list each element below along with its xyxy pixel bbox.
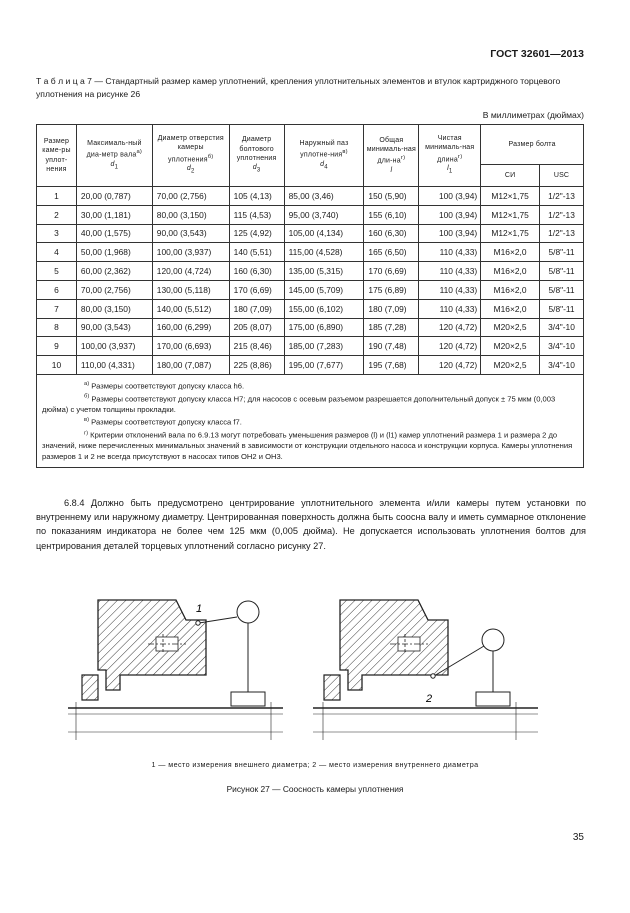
table-cell: 125 (4,92)	[229, 224, 284, 243]
table-cell: 180 (7,09)	[229, 299, 284, 318]
header-size: Размер каме-ры уплот-нения	[37, 125, 77, 187]
table-cell: 5/8"-11	[540, 280, 584, 299]
table-row	[37, 243, 584, 262]
table-cell: 185,00 (7,283)	[284, 337, 364, 356]
header-bolt-circle: Диаметр болтового уплотнения $d_3$	[229, 125, 284, 187]
table-cell: 120 (4,72)	[419, 356, 481, 375]
table-cell: 135,00 (5,315)	[284, 262, 364, 281]
header-total-length: Общая минималь-ная дли-$на^{г)}$ l	[364, 125, 419, 187]
table-cell: 120 (4,72)	[419, 318, 481, 337]
table-cell: 110 (4,33)	[419, 243, 481, 262]
table-cell: 20,00 (0,787)	[76, 187, 152, 206]
table-cell: 7	[37, 299, 77, 318]
table-cell: 85,00 (3,46)	[284, 187, 364, 206]
table-row	[37, 187, 584, 206]
table-cell: 175 (6,89)	[364, 280, 419, 299]
header-clear-length: Чистая минималь-ная длина$^{г)}$ $l_1$	[419, 125, 481, 187]
table-cell: 160 (6,30)	[364, 224, 419, 243]
table-cell: 180 (7,09)	[364, 299, 419, 318]
note-c: $^{в)}$ Размеры соответствуют допуску класса f7.	[84, 417, 242, 427]
table-cell: 2	[37, 205, 77, 224]
table-cell: 70,00 (2,756)	[152, 187, 229, 206]
table-cell: M16×2,0	[481, 280, 540, 299]
table-cell: 100,00 (3,937)	[76, 337, 152, 356]
table-notes	[37, 374, 584, 467]
table-cell: 1/2"-13	[540, 187, 584, 206]
table-row	[37, 337, 584, 356]
shaft-right	[313, 702, 538, 740]
table-cell: 215 (8,46)	[229, 337, 284, 356]
header-outer-groove: Наружный паз уплотне-ния$^{в)}$ $d_4$	[284, 125, 364, 187]
table-cell: 100,00 (3,937)	[152, 243, 229, 262]
table-cell: 155,00 (6,102)	[284, 299, 364, 318]
table-cell: 1/2"-13	[540, 205, 584, 224]
figure-27	[68, 590, 538, 755]
table-row	[37, 280, 584, 299]
table-row	[37, 318, 584, 337]
header-bore-diameter: Диаметр отверстия камеры уплотнения$^{б)}$ $d_2$	[152, 125, 229, 187]
table-row	[37, 299, 584, 318]
table-cell: 120,00 (4,724)	[152, 262, 229, 281]
table-cell: 60,00 (2,362)	[76, 262, 152, 281]
table-cell: 80,00 (3,150)	[152, 205, 229, 224]
table-cell: 5/8"-11	[540, 243, 584, 262]
table-units: В миллиметрах (дюймах)	[482, 110, 584, 120]
table-cell: 225 (8,86)	[229, 356, 284, 375]
shaft-left	[68, 702, 283, 740]
section-paragraph: 6.8.4 Должно быть предусмотрено центрирование уплотнительного элемента и/или камеры путем установки по внутреннему или наружному диаметру. Центрированная поверхность должна быть соосна валу и иметь суммарное отклонение по показаниям индикатора не более чем 125 мкм (0,005 дюйма). Не допускается использовать уплотнения болтов для центрирования деталей торцевых уплотнений согласно рисунку 27.	[36, 498, 586, 551]
table-cell: 100 (3,94)	[419, 205, 481, 224]
table-cell: 4	[37, 243, 77, 262]
table-cell: 95,00 (3,740)	[284, 205, 364, 224]
table-caption-text: — Стандартный размер камер уплотнений, крепления уплотнительных элементов и втулок картриджного торцевого уплотнения на рисунке 26	[36, 76, 561, 99]
table-cell: 80,00 (3,150)	[76, 299, 152, 318]
table-cell: 3/4"-10	[540, 318, 584, 337]
table-cell: 3/4"-10	[540, 356, 584, 375]
table-cell: 110,00 (4,331)	[76, 356, 152, 375]
table-cell: M20×2,5	[481, 356, 540, 375]
table-cell: 195 (7,68)	[364, 356, 419, 375]
table-cell: 180,00 (7,087)	[152, 356, 229, 375]
header-bolt-size: Размер болта	[481, 125, 584, 165]
table-cell: 175,00 (6,890)	[284, 318, 364, 337]
table-cell: M16×2,0	[481, 243, 540, 262]
figure-label-2: 2	[426, 693, 433, 705]
table-cell: M16×2,0	[481, 299, 540, 318]
table-cell: 130,00 (5,118)	[152, 280, 229, 299]
table-row	[37, 356, 584, 375]
figure-label-1: 1	[196, 603, 203, 615]
table-row	[37, 262, 584, 281]
table-cell: 5	[37, 262, 77, 281]
table-cell: 90,00 (3,543)	[76, 318, 152, 337]
table-cell: 1	[37, 187, 77, 206]
table-cell: M12×1,75	[481, 224, 540, 243]
header-usc: USC	[540, 165, 584, 187]
note-d: $^{г)}$ Критерии отклонений вала по 6.9.13 могут потребовать уменьшения размеров (l) и (l1) камер уплотнений размера 1 и размера 2 до значений, ниже перечисленных минимальных значений в зависимости от конструкции отдельного насоса и конструкции корпуса. Камеры уплотнения размеров 1 и 2 не всегда присутствуют в насосах типов ОН2 и ОН3.	[42, 430, 573, 461]
table-cell: 30,00 (1,181)	[76, 205, 152, 224]
chamber-left	[98, 600, 206, 690]
page-number: 35	[572, 832, 584, 843]
note-b: $^{б)}$ Размеры соответствуют допуску класса H7; для насосов с осевым разъемом разрешается дополнительный допуск ± 75 мкм (0,003 дюйма) с учетом толщины прокладки.	[42, 393, 556, 414]
table-cell: 110 (4,33)	[419, 280, 481, 299]
table-cell: 195,00 (7,677)	[284, 356, 364, 375]
table-cell: 140 (5,51)	[229, 243, 284, 262]
table-cell: 155 (6,10)	[364, 205, 419, 224]
table-cell: 110 (4,33)	[419, 299, 481, 318]
header-si: СИ	[481, 165, 540, 187]
table-cell: 3	[37, 224, 77, 243]
seal-chamber-drawing	[68, 590, 538, 750]
table-cell: 5/8"-11	[540, 262, 584, 281]
table-cell: 205 (8,07)	[229, 318, 284, 337]
table-cell: 1/2"-13	[540, 224, 584, 243]
table-row	[37, 224, 584, 243]
table-cell: 40,00 (1,575)	[76, 224, 152, 243]
standard-header: ГОСТ 32601—2013	[490, 48, 584, 60]
table-cell: 110 (4,33)	[419, 262, 481, 281]
table-cell: 190 (7,48)	[364, 337, 419, 356]
table-cell: 140,00 (5,512)	[152, 299, 229, 318]
table-cell: 105 (4,13)	[229, 187, 284, 206]
table-cell: M20×2,5	[481, 318, 540, 337]
table-cell: 90,00 (3,543)	[152, 224, 229, 243]
table-cell: 10	[37, 356, 77, 375]
table-cell: 8	[37, 318, 77, 337]
table-cell: 5/8"-11	[540, 299, 584, 318]
table-cell: 165 (6,50)	[364, 243, 419, 262]
table-cell: M16×2,0	[481, 262, 540, 281]
table-row	[37, 205, 584, 224]
table-cell: M20×2,5	[481, 337, 540, 356]
figure-title: Рисунок 27 — Соосность камеры уплотнения	[226, 784, 404, 794]
table-caption	[36, 75, 584, 100]
table-caption-label: Т а б л и ц а 7	[36, 76, 92, 86]
table-cell: 160,00 (6,299)	[152, 318, 229, 337]
seal-chamber-table	[36, 124, 584, 468]
table-cell: 6	[37, 280, 77, 299]
table-cell: 70,00 (2,756)	[76, 280, 152, 299]
table-cell: 185 (7,28)	[364, 318, 419, 337]
table-cell: 160 (6,30)	[229, 262, 284, 281]
table-cell: 9	[37, 337, 77, 356]
table-cell: 115,00 (4,528)	[284, 243, 364, 262]
figure-legend: 1 — место измерения внешнего диаметра; 2 — место измерения внутреннего диаметра	[151, 760, 479, 769]
table-cell: 170 (6,69)	[229, 280, 284, 299]
header-shaft-diameter: Максималь-ный диа-метр вала$^{а)}$ $d_1$	[76, 125, 152, 187]
table-cell: 50,00 (1,968)	[76, 243, 152, 262]
table-cell: 100 (3,94)	[419, 224, 481, 243]
table-cell: M12×1,75	[481, 205, 540, 224]
table-cell: 100 (3,94)	[419, 187, 481, 206]
note-a: $^{а)}$ Размеры соответствуют допуску класса h6.	[84, 380, 245, 391]
table-cell: 105,00 (4,134)	[284, 224, 364, 243]
table-cell: 115 (4,53)	[229, 205, 284, 224]
table-cell: M12×1,75	[481, 187, 540, 206]
table-cell: 120 (4,72)	[419, 337, 481, 356]
table-cell: 170 (6,69)	[364, 262, 419, 281]
table-cell: 3/4"-10	[540, 337, 584, 356]
table-cell: 170,00 (6,693)	[152, 337, 229, 356]
table-cell: 145,00 (5,709)	[284, 280, 364, 299]
table-cell: 150 (5,90)	[364, 187, 419, 206]
